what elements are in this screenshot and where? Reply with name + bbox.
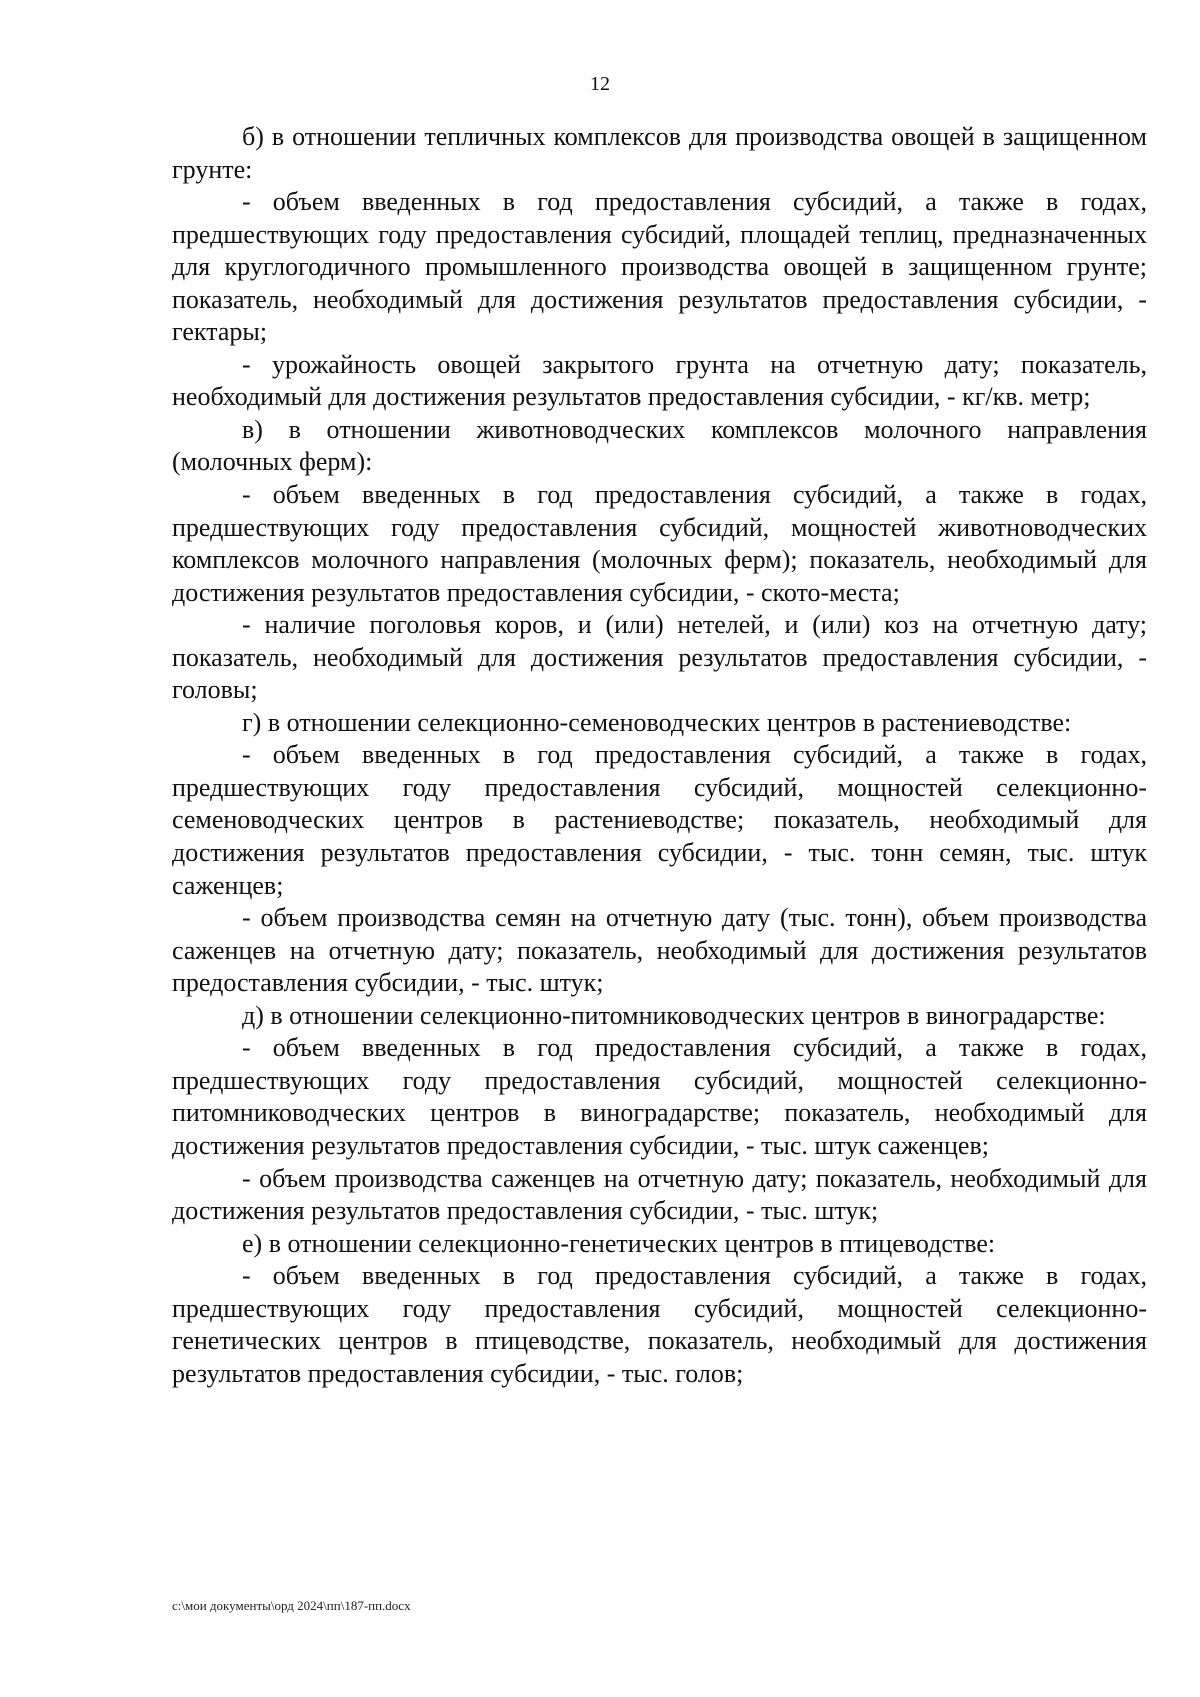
paragraph-greenhouse-yield: - урожайность овощей закрытого грунта на отчетную дату; показатель, необходимый для достижения результатов предоставления субсидии, - кг/кв. метр; xyxy=(172,349,1147,412)
paragraph-poultry-capacity: - объем введенных в год предоставления субсидий, а также в годах, предшествующих году предоставления субсидий, мощностей селекционно-генетических центров в птицеводстве, показатель, необходимый для достижения результатов предоставления субсидии, - тыс. голов; xyxy=(172,1261,1147,1388)
paragraph-greenhouse-area: - объем введенных в год предоставления субсидий, а также в годах, предшествующих году предоставления субсидий, площадей теплиц, предназначенных для круглогодичного промышленного производства овощей в защищенном грунте; показатель, необходимый для достижения результатов предоставления субсидии, - гектары; xyxy=(172,187,1147,347)
paragraph-vine-heading: д) в отношении селекционно-питомниководческих центров в виноградарстве: xyxy=(242,1000,1106,1030)
paragraph-vine-production: - объем производства саженцев на отчетную дату; показатель, необходимый для достижения результатов предоставления субсидии, - тыс. штук; xyxy=(172,1163,1147,1226)
paragraph-poultry-heading: е) в отношении селекционно-генетических центров в птицеводстве: xyxy=(242,1228,996,1258)
paragraph-dairy-capacity: - объем введенных в год предоставления субсидий, а также в годах, предшествующих году предоставления субсидий, мощностей животноводческих комплексов молочного направления (молочных ферм); показатель, необходимый для достижения результатов предоставления субсидии, - ското-места; xyxy=(172,480,1147,607)
paragraph-vine-capacity: - объем введенных в год предоставления субсидий, а также в годах, предшествующих году предоставления субсидий, мощностей селекционно-питомниководческих центров в виноградарстве; показатель, необходимый для достижения результатов предоставления субсидии, - тыс. штук саженцев; xyxy=(172,1033,1147,1160)
paragraph-seed-production: - объем производства семян на отчетную дату (тыс. тонн), объем производства саженцев на отчетную дату; показатель, необходимый для достижения результатов предоставления субсидии, - тыс. штук; xyxy=(172,903,1147,998)
page-number: 12 xyxy=(590,73,610,95)
document-body xyxy=(172,121,1147,1390)
paragraph-seed-capacity: - объем введенных в год предоставления субсидий, а также в годах, предшествующих году предоставления субсидий, мощностей селекционно-семеноводческих центров в растениеводстве; показатель, необходимый для достижения результатов предоставления субсидии, - тыс. тонн семян, тыс. штук саженцев; xyxy=(172,740,1147,900)
paragraph-dairy-livestock: - наличие поголовья коров, и (или) нетелей, и (или) коз на отчетную дату; показатель, необходимый для достижения результатов предоставления субсидии, - головы; xyxy=(172,610,1147,705)
paragraph-greenhouse-heading: б) в отношении тепличных комплексов для производства овощей в защищенном грунте: xyxy=(172,122,1147,184)
paragraph-dairy-heading: в) в отношении животноводческих комплексов молочного направления (молочных ферм): xyxy=(172,414,1147,477)
footer-file-path: c:\мои документы\орд 2024\пп\187-пп.docx xyxy=(172,1598,411,1613)
paragraph-seed-heading: г) в отношении селекционно-семеноводческих центров в растениеводстве: xyxy=(242,707,1072,737)
